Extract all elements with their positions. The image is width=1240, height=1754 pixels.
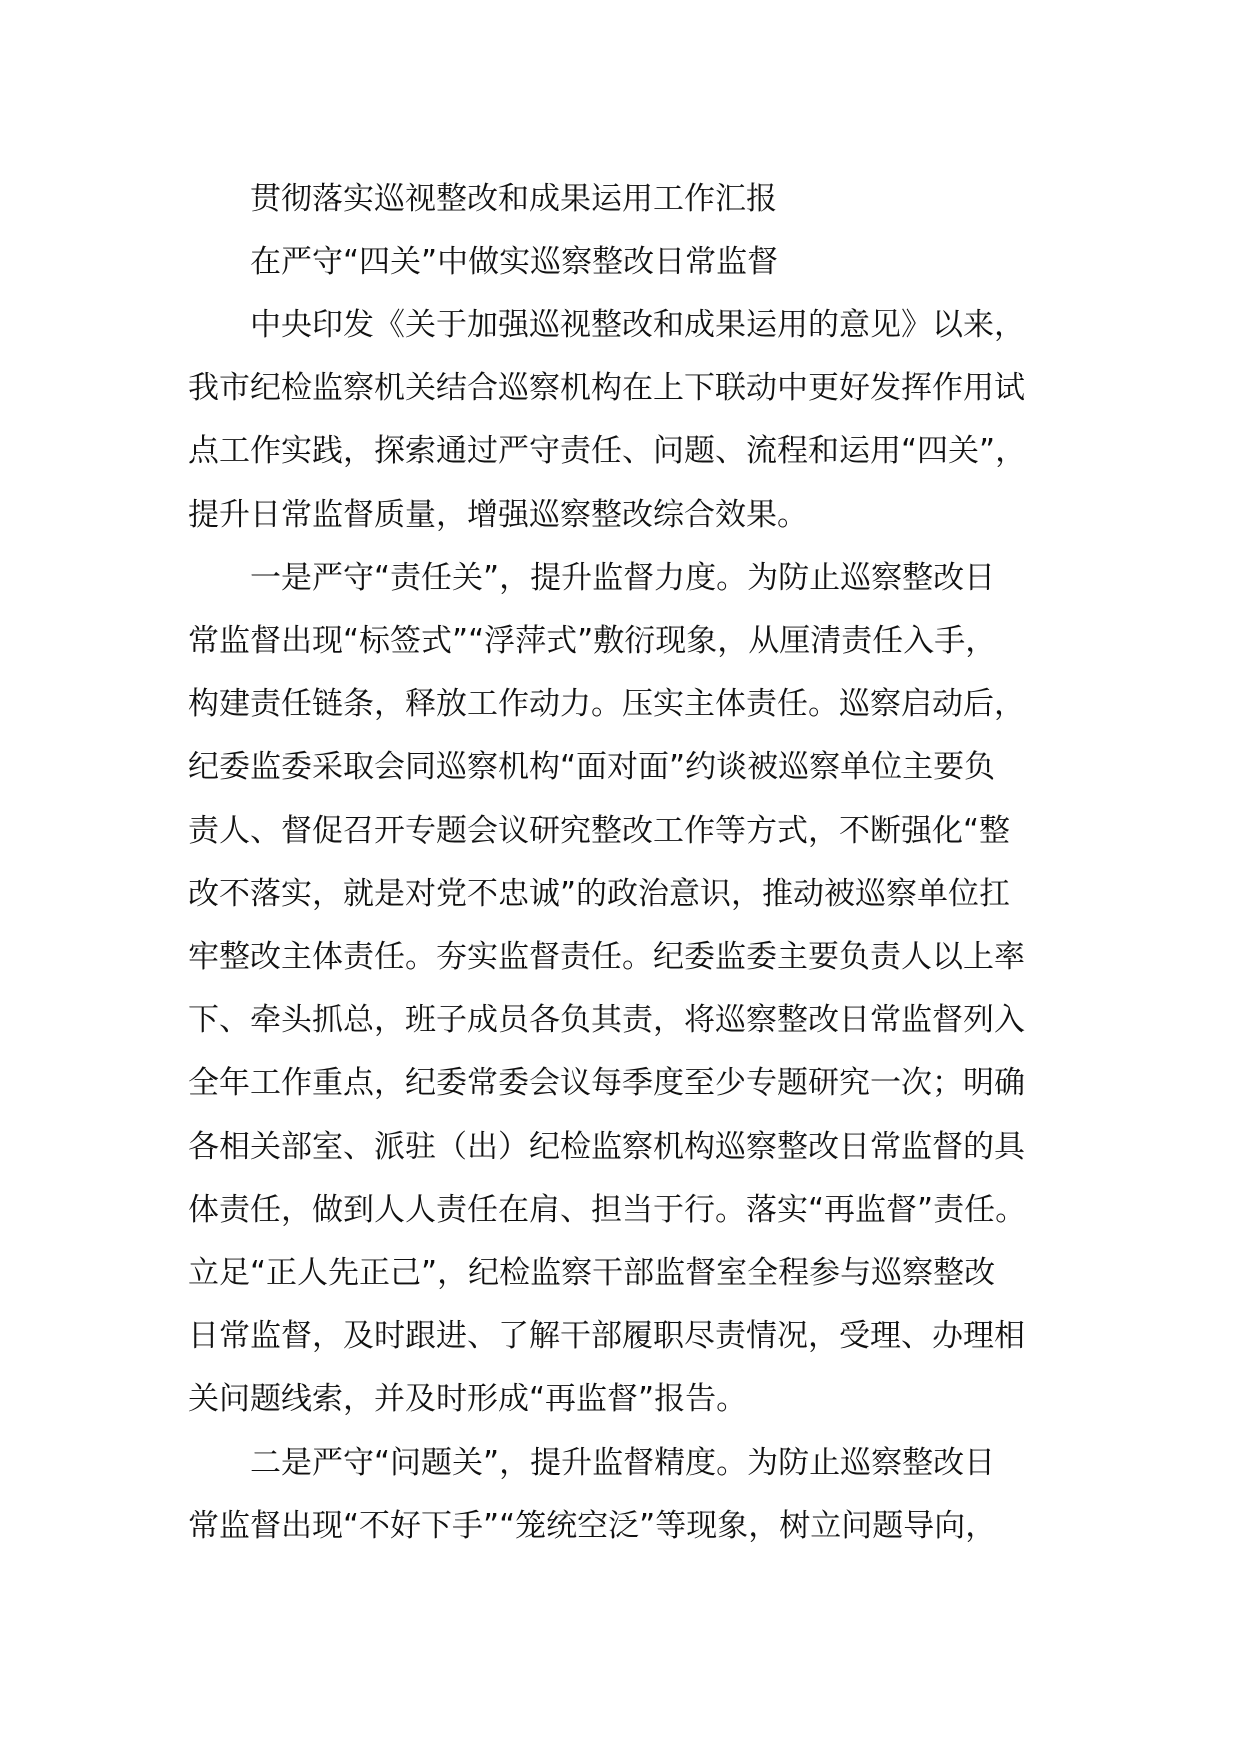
paragraph-line: 点工作实践，探索通过严守责任、问题、流程和运用“四关”， (188, 433, 1027, 470)
paragraph-line: 我市纪检监察机关结合巡察机构在上下联动中更好发挥作用试 (188, 370, 1025, 407)
paragraph-line: 日常监督，及时跟进、了解干部履职尽责情况，受理、办理相 (188, 1318, 1025, 1355)
paragraph-line: 全年工作重点，纪委常委会议每季度至少专题研究一次；明确 (188, 1065, 1025, 1102)
paragraph-line: 体责任，做到人人责任在肩、担当于行。落实“再监督”责任。 (188, 1191, 1027, 1228)
paragraph-line: 改不落实，就是对党不忠诚”的政治意识，推动被巡察单位扛 (188, 875, 1011, 912)
paragraph-line: 关问题线索，并及时形成“再监督”报告。 (188, 1381, 748, 1418)
paragraph-problem (188, 1432, 1060, 1558)
paragraph-line: 责人、督促召开专题会议研究整改工作等方式，不断强化“整 (188, 812, 1011, 849)
paragraph-line: 一是严守“责任关”，提升监督力度。为防止巡察整改日 (250, 559, 996, 596)
paragraph-line: 二是严守“问题关”，提升监督精度。为防止巡察整改日 (250, 1444, 996, 1481)
paragraph-line: 常监督出现“不好下手”“笼统空泛”等现象，树立问题导向， (188, 1507, 997, 1544)
paragraph-line: 牢整改主体责任。夯实监督责任。纪委监委主要负责人以上率 (188, 939, 1025, 976)
paragraph-line: 各相关部室、派驻（出）纪检监察机构巡察整改日常监督的具 (188, 1128, 1025, 1165)
paragraph-line: 立足“正人先正己”，纪检监察干部监督室全程参与巡察整改 (188, 1255, 996, 1292)
paragraph-intro (188, 294, 1060, 547)
document-subtitle: 在严守“四关”中做实巡察整改日常监督 (250, 244, 779, 280)
paragraph-line: 下、牵头抓总，班子成员各负其责，将巡察整改日常监督列入 (188, 1002, 1025, 1039)
paragraph-line: 提升日常监督质量，增强巡察整改综合效果。 (188, 496, 808, 533)
paragraph-line: 常监督出现“标签式”“浮萍式”敷衍现象，从厘清责任入手， (188, 623, 997, 660)
document-title: 贯彻落实巡视整改和成果运用工作汇报 (250, 181, 777, 217)
paragraph-line: 中央印发《关于加强巡视整改和成果运用的意见》以来， (250, 307, 1025, 343)
paragraph-responsibility (188, 547, 1060, 1432)
paragraph-line: 构建责任链条，释放工作动力。压实主体责任。巡察启动后， (188, 686, 1025, 723)
paragraph-line: 纪委监委采取会同巡察机构“面对面”约谈被巡察单位主要负 (188, 749, 996, 786)
document-page (188, 168, 1060, 1558)
